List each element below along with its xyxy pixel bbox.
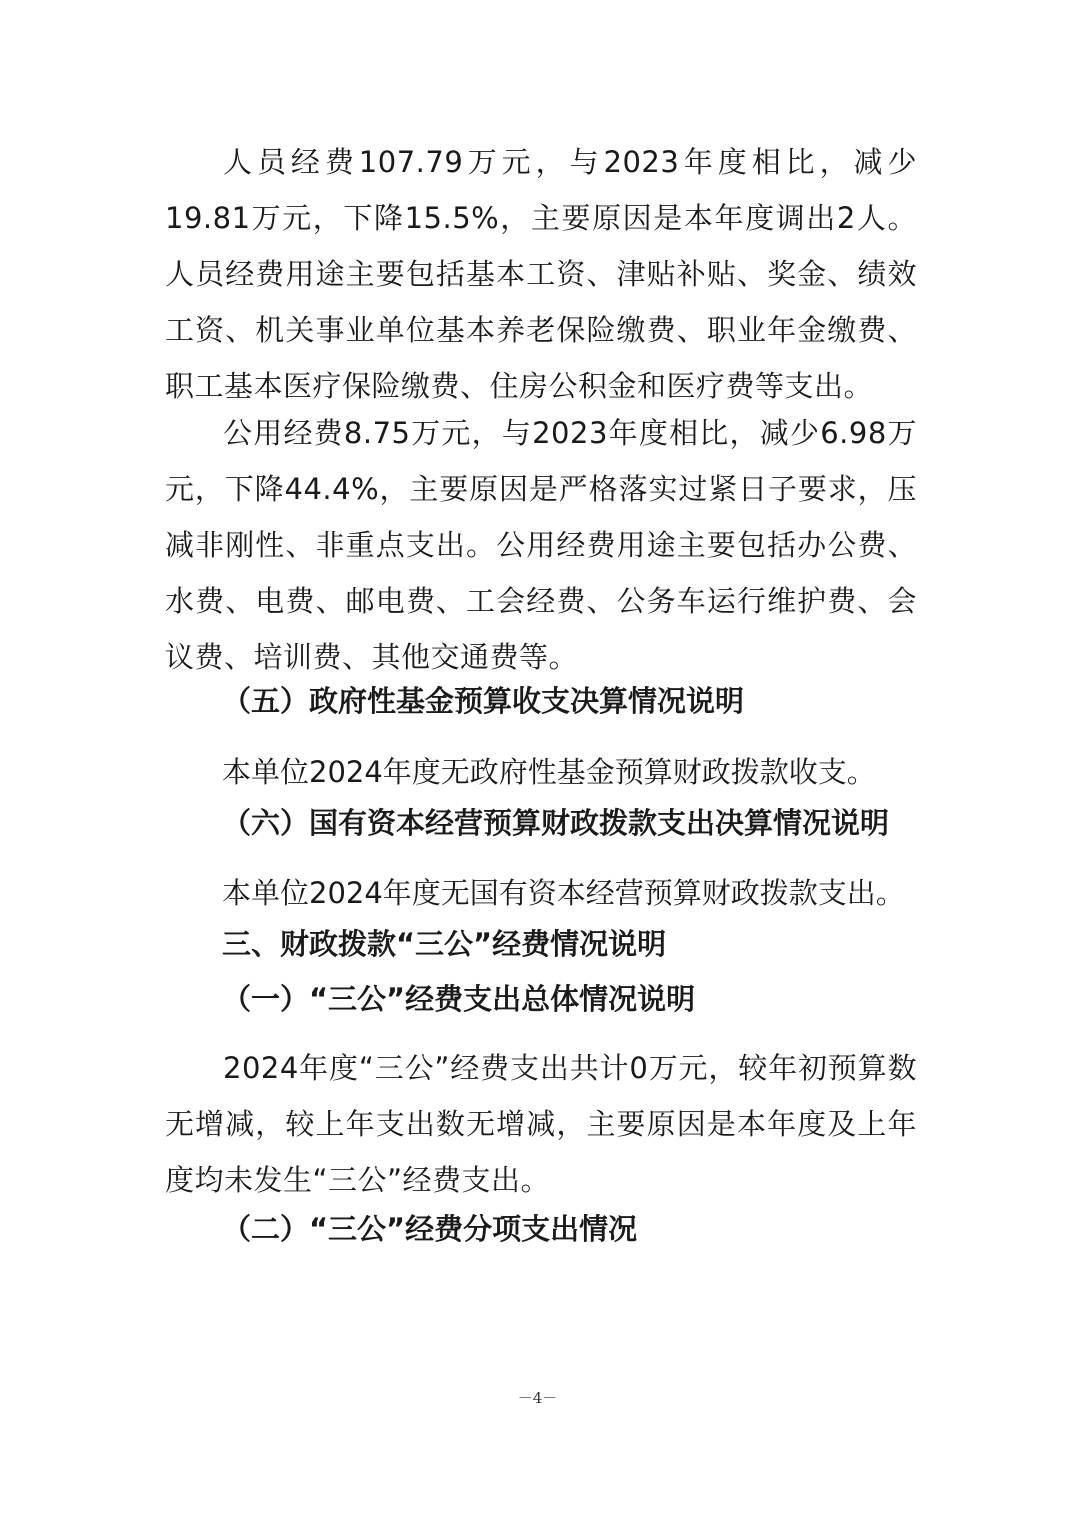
section-6-heading: （六）国有资本经营预算财政拨款支出决算情况说明 xyxy=(222,806,890,840)
three-public-total-paragraph: 2024年度“三公”经费支出共计0万元，较年初预算数无增减，较上年支出数无增减，主要原因是本年度及上年度均未发生“三公”经费支出。 xyxy=(165,1051,917,1197)
section-5-heading: （五）政府性基金预算收支决算情况说明 xyxy=(222,684,745,718)
part-3-heading: 三、财政拨款“三公”经费情况说明 xyxy=(222,927,667,961)
subsection-1-heading: （一）“三公”经费支出总体情况说明 xyxy=(222,982,696,1016)
state-capital-paragraph: 本单位2024年度无国有资本经营预算财政拨款支出。 xyxy=(222,876,905,910)
subsection-2-heading: （二）“三公”经费分项支出情况 xyxy=(222,1212,638,1246)
public-expense-paragraph: 公用经费8.75万元，与2023年度相比，减少6.98万元，下降44.4%，主要原因是严格落实过紧日子要求，压减非刚性、非重点支出。公用经费用途主要包括办公费、水费、电费、邮电费、工会经费、公务车运行维护费、会议费、培训费、其他交通费等。 xyxy=(165,416,917,674)
gov-fund-paragraph: 本单位2024年度无政府性基金预算财政拨款收支。 xyxy=(222,755,876,789)
personnel-expense-paragraph: 人员经费107.79万元，与2023年度相比，减少19.81万元，下降15.5%，主要原因是本年度调出2人。人员经费用途主要包括基本工资、津贴补贴、奖金、绩效工资、机关事业单位基本养老保险缴费、职业年金缴费、职工基本医疗保险缴费、住房公积金和医疗费等支出。 xyxy=(165,145,917,403)
page-number: －4－ xyxy=(517,1389,558,1407)
